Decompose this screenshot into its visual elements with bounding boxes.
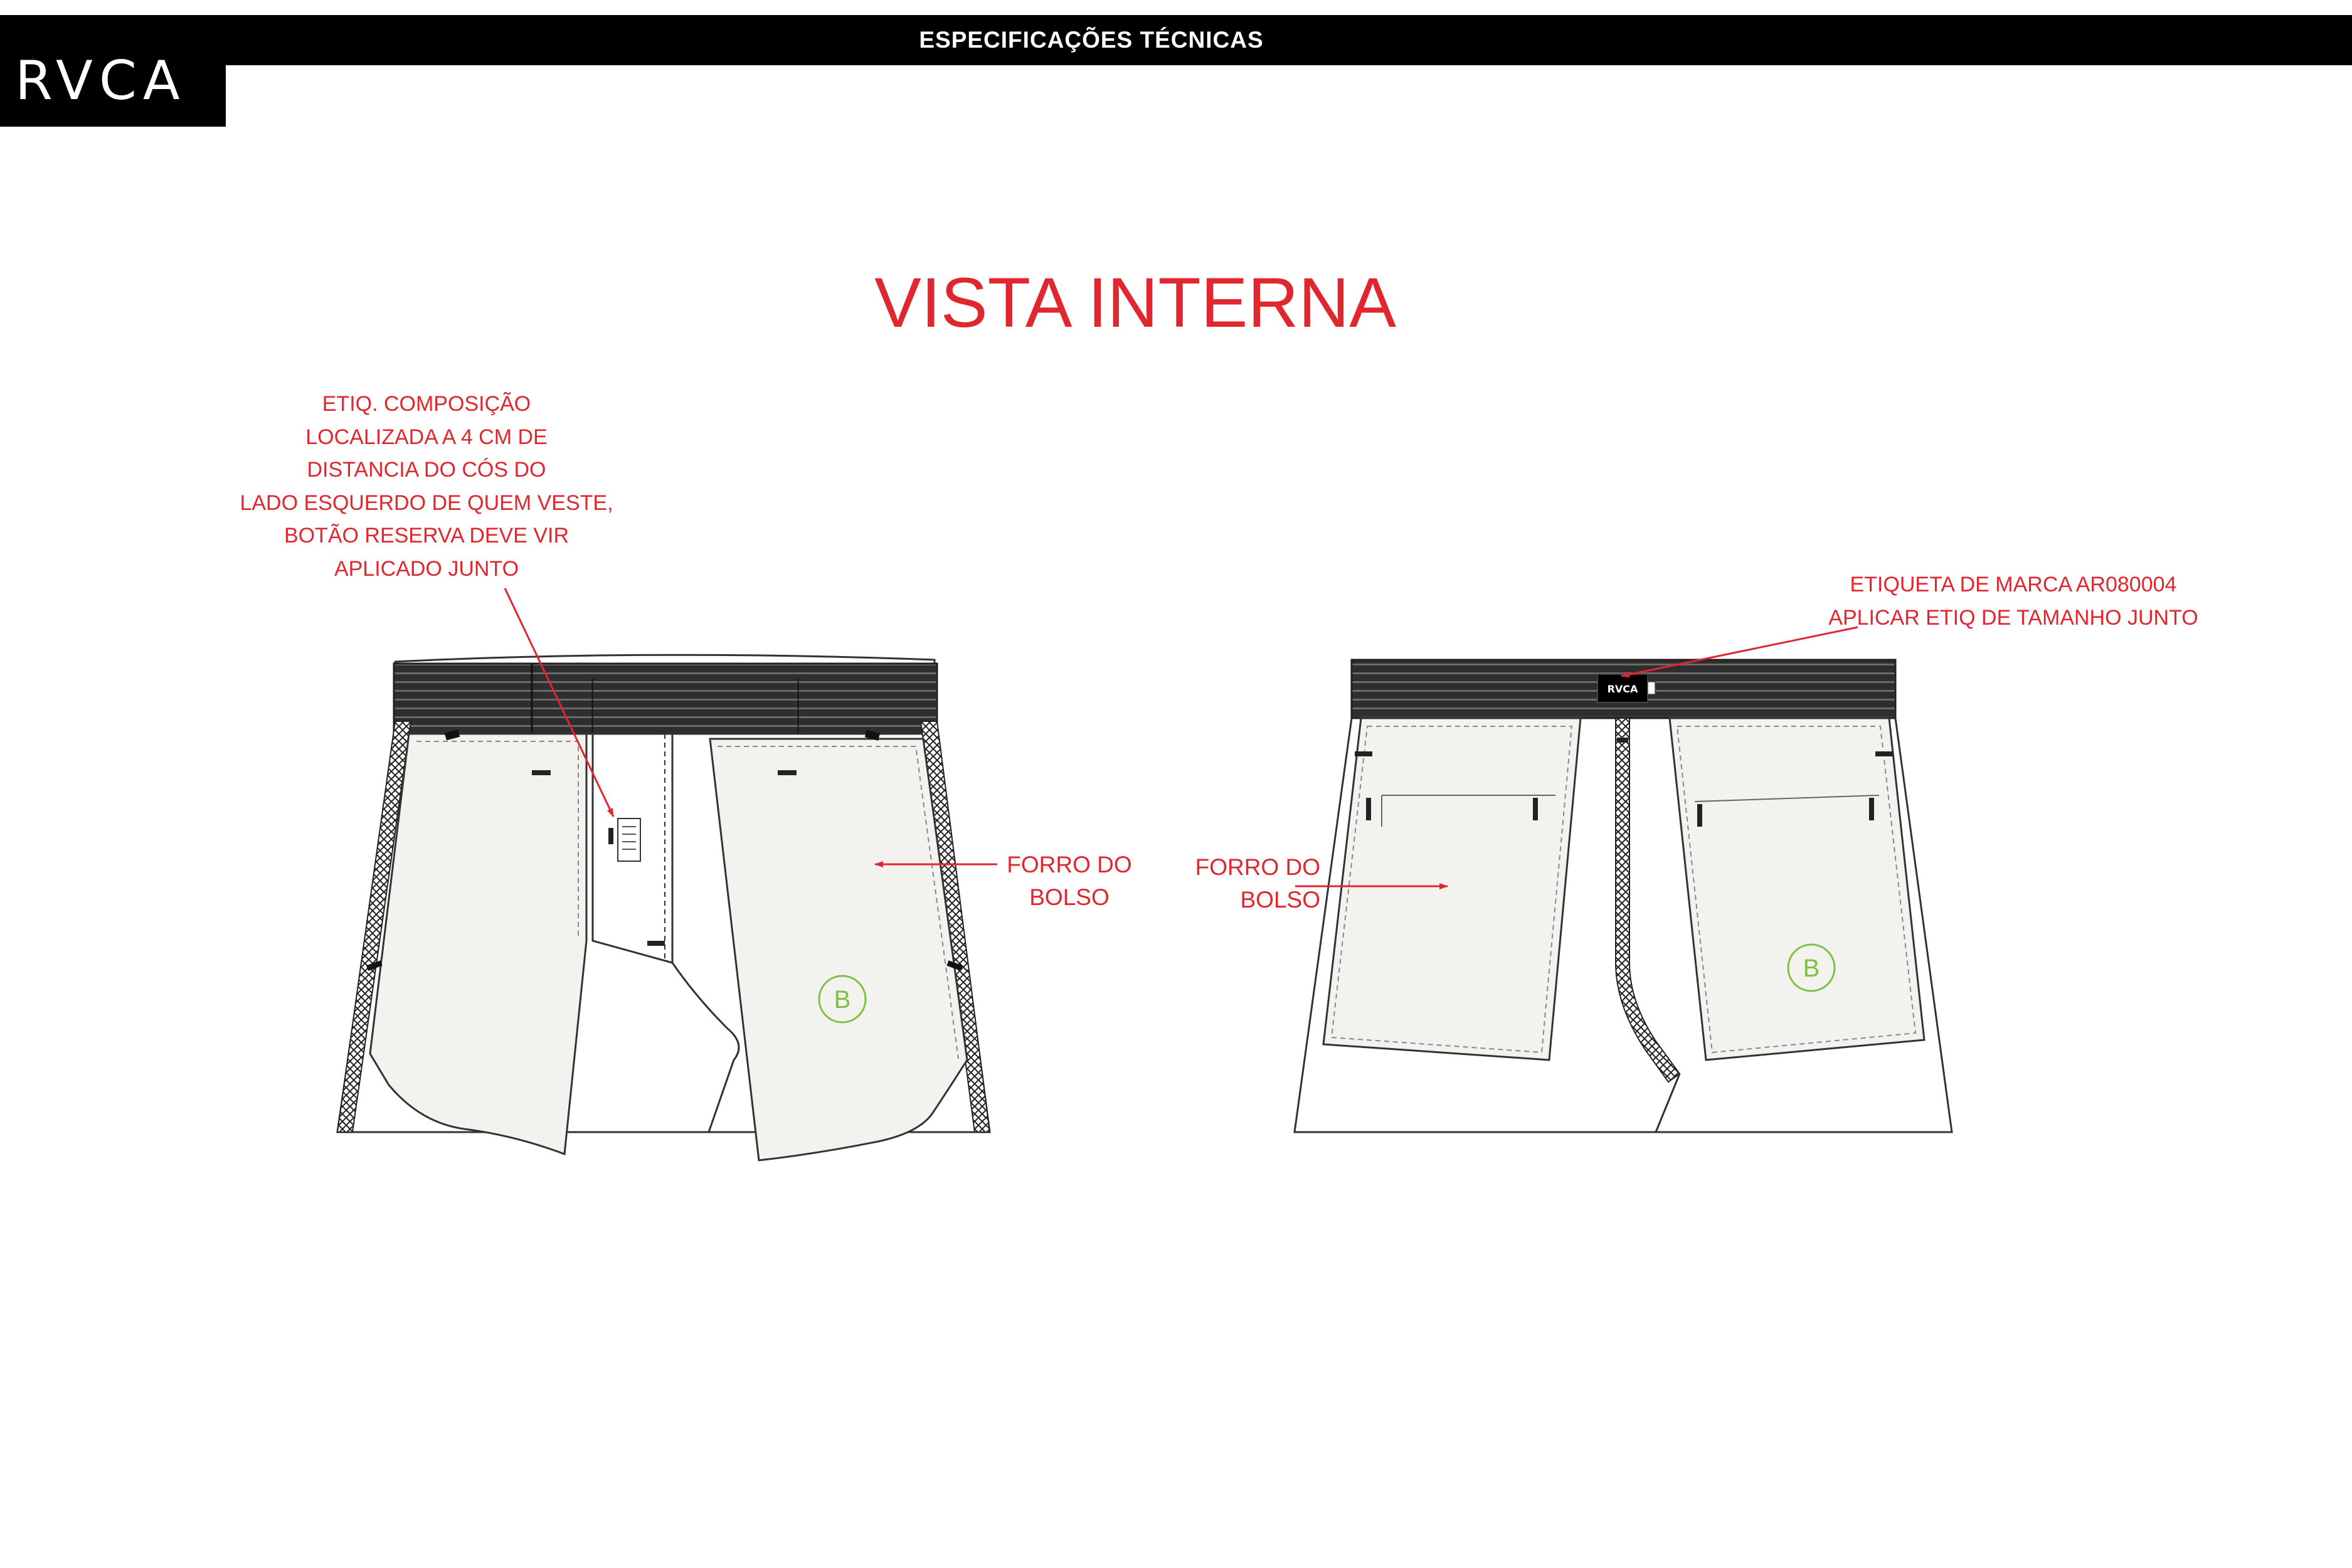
shorts-front-inside <box>337 655 990 1160</box>
note-line: BOLSO <box>1240 887 1320 913</box>
note-line: ETIQ. COMPOSIÇÃO <box>322 392 531 416</box>
brand-logo-text: RVCA <box>15 50 186 112</box>
note-line: APLICAR ETIQ DE TAMANHO JUNTO <box>1828 605 2198 630</box>
note-line: ETIQUETA DE MARCA AR080004 <box>1850 573 2177 596</box>
note-line: LOCALIZADA A 4 CM DE <box>305 425 548 449</box>
note-line: FORRO DO <box>1195 854 1320 880</box>
pocket-mark-letter: B <box>834 986 851 1014</box>
composition-label <box>618 818 640 861</box>
note-line: DISTANCIA DO CÓS DO <box>307 458 546 482</box>
note-line: BOLSO <box>1029 884 1110 910</box>
shorts-back-inside <box>1295 660 1952 1132</box>
size-label <box>1648 682 1655 694</box>
pocket-mark-letter: B <box>1803 955 1820 982</box>
note-line: LADO ESQUERDO DE QUEM VESTE, <box>240 490 613 515</box>
brand-label-text: RVCA <box>1607 683 1638 695</box>
pocket-lining-left <box>370 734 586 1154</box>
note-line: APLICADO JUNTO <box>334 556 519 581</box>
header-title: ESPECIFICAÇÕES TÉCNICAS <box>919 27 1264 53</box>
note-line: FORRO DO <box>1007 852 1132 877</box>
note-line: BOTÃO RESERVA DEVE VIR <box>283 524 569 548</box>
page-title: VISTA INTERNA <box>874 263 1396 342</box>
